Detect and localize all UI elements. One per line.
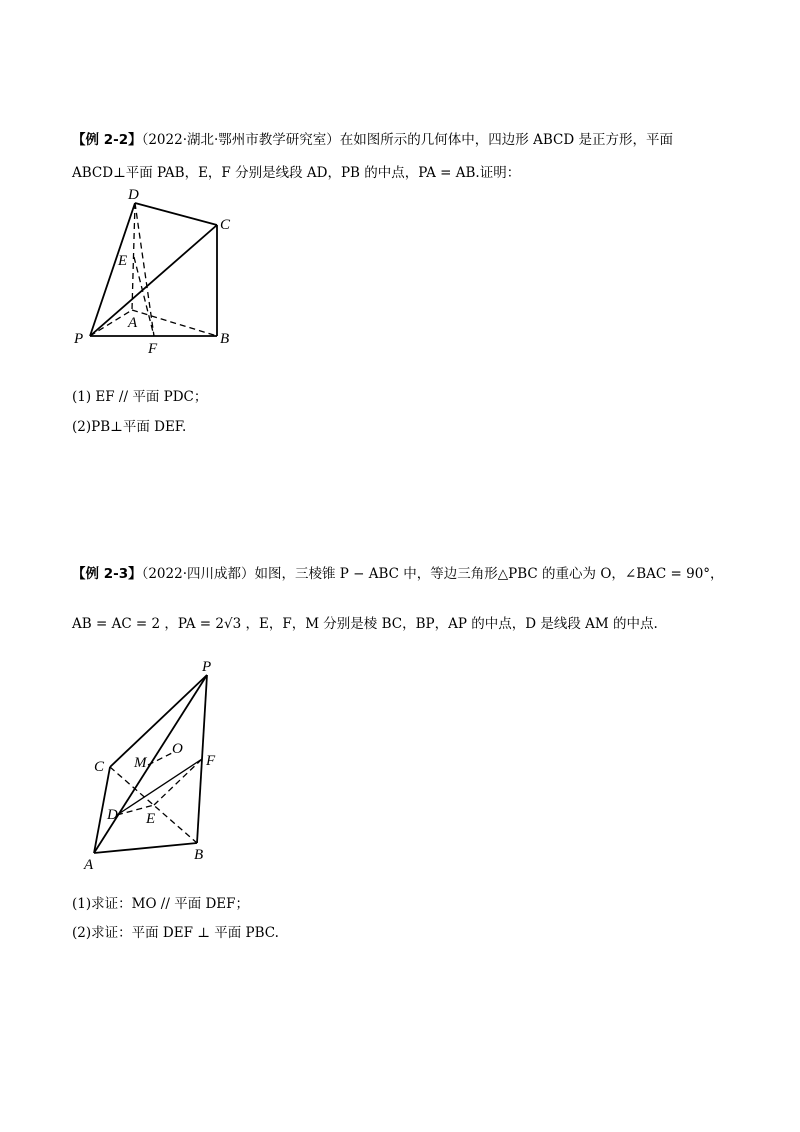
label-P: P — [202, 659, 212, 675]
label-A: A — [128, 315, 138, 331]
label-D: D — [107, 807, 118, 823]
label-E: E — [118, 253, 128, 269]
edge-AB — [132, 310, 217, 336]
example-2-2-stem-part1: （2022·湖北·鄂州市教学研究室）在如图所示的几何体中，四边形 ABCD 是正方形，平面 — [141, 132, 673, 148]
segment-EF — [154, 759, 202, 805]
example-2-3-text-line1 — [72, 562, 724, 582]
label-P: P — [74, 331, 84, 347]
segment-DF — [117, 759, 202, 815]
edge-PA — [90, 310, 132, 336]
label-B: B — [194, 847, 204, 863]
figure-2-2-geometry — [70, 185, 250, 360]
example-2-3-question-1: (1)求证：MO // 平面 DEF； — [72, 896, 250, 912]
example-2-3-question-2: (2)求证：平面 DEF ⊥ 平面 PBC. — [72, 925, 279, 941]
example-2-3-text-line2: AB = AC = 2 ，PA = 2√3 ，E，F，M 分别是棱 BC，BP，AP 的中点，D 是线段 AM 的中点. — [72, 616, 658, 632]
edge-PC — [110, 675, 207, 767]
example-2-2-text-line2: ABCD⊥平面 PAB，E，F 分别是线段 AD，PB 的中点，PA = AB.证明： — [72, 165, 521, 181]
edge-AB — [94, 843, 197, 853]
edge-DC — [135, 203, 217, 225]
figure-2-3-geometry — [80, 655, 240, 875]
edge-CB — [110, 767, 197, 843]
label-E: E — [146, 811, 156, 827]
example-2-2-text-line1 — [72, 128, 673, 148]
segment-MO — [148, 753, 172, 765]
example-2-2-question-2: (2)PB⊥平面 DEF. — [72, 419, 187, 435]
example-2-2-tag: 【例 2-2】 — [72, 132, 142, 148]
label-A: A — [84, 857, 94, 873]
label-C: C — [220, 217, 231, 233]
edge-DF — [135, 203, 154, 336]
label-B: B — [220, 331, 230, 347]
example-2-2-question-1: (1) EF // 平面 PDC； — [72, 389, 208, 405]
label-C: C — [94, 759, 105, 775]
label-D: D — [128, 187, 139, 203]
label-F: F — [148, 341, 158, 357]
example-2-3-stem-part1: （2022·四川成都）如图，三棱锥 P − ABC 中，等边三角形△PBC 的重心为 O，∠BAC = 90°， — [141, 566, 724, 582]
edge-DA — [132, 203, 135, 310]
label-M: M — [134, 755, 147, 771]
example-2-3-tag: 【例 2-3】 — [72, 566, 142, 582]
label-O: O — [172, 741, 183, 757]
label-F: F — [206, 753, 216, 769]
